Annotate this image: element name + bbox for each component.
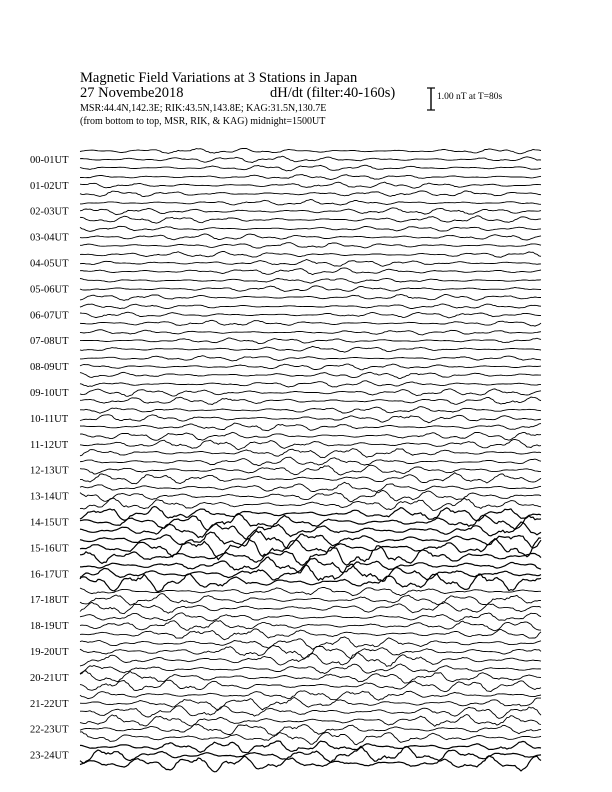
trace-rik-hour-22 <box>80 724 541 735</box>
trace-kag-hour-7 <box>80 330 541 335</box>
hour-label: 06-07UT <box>30 310 69 322</box>
trace-kag-hour-2 <box>80 200 541 206</box>
trace-rik-hour-4 <box>80 260 541 267</box>
trace-msr-hour-8 <box>80 372 541 378</box>
station-order-note: (from bottom to top, MSR, RIK, & KAG) midnight=1500UT <box>80 116 326 127</box>
trace-msr-hour-23 <box>80 756 541 772</box>
trace-msr-hour-2 <box>80 216 541 223</box>
trace-kag-hour-13 <box>80 482 541 492</box>
hour-label: 03-04UT <box>30 232 69 244</box>
trace-msr-hour-4 <box>80 268 541 275</box>
trace-kag-hour-23 <box>80 741 541 753</box>
trace-kag-hour-9 <box>80 381 541 387</box>
trace-msr-hour-20 <box>80 680 541 692</box>
hour-label: 04-05UT <box>30 258 69 270</box>
hour-label: 15-16UT <box>30 543 69 555</box>
trace-rik-hour-23 <box>80 747 541 764</box>
scale-bar-label: 1.00 nT at T=80s <box>437 92 503 102</box>
hour-label: 14-15UT <box>30 517 69 529</box>
trace-group <box>80 148 541 771</box>
trace-msr-hour-21 <box>80 706 541 719</box>
trace-msr-hour-0 <box>80 165 541 171</box>
trace-kag-hour-21 <box>80 691 541 700</box>
trace-kag-hour-0 <box>80 148 541 153</box>
trace-kag-hour-10 <box>80 407 541 414</box>
trace-msr-hour-13 <box>80 498 541 510</box>
trace-rik-hour-20 <box>80 671 541 683</box>
trace-rik-hour-10 <box>80 415 541 423</box>
trace-kag-hour-3 <box>80 226 541 231</box>
trace-msr-hour-5 <box>80 294 541 300</box>
trace-msr-hour-10 <box>80 423 541 431</box>
trace-rik-hour-18 <box>80 621 541 631</box>
trace-kag-hour-5 <box>80 278 541 283</box>
hour-label: 18-19UT <box>30 621 69 633</box>
station-coordinates: MSR:44.4N,142.3E; RIK:43.5N,143.8E; KAG:31.5N,130.7E <box>80 103 327 114</box>
trace-msr-hour-1 <box>80 191 541 197</box>
trace-kag-hour-18 <box>80 613 541 622</box>
trace-msr-hour-15 <box>80 546 541 566</box>
hour-label: 11-12UT <box>30 439 69 451</box>
trace-kag-hour-6 <box>80 304 541 309</box>
trace-kag-hour-8 <box>80 356 541 361</box>
hour-label: 07-08UT <box>30 336 69 348</box>
trace-kag-hour-14 <box>80 507 541 521</box>
trace-rik-hour-13 <box>80 490 541 501</box>
hour-label: 21-22UT <box>30 698 69 710</box>
hour-label: 05-06UT <box>30 284 69 296</box>
trace-rik-hour-9 <box>80 389 541 396</box>
hour-label: 23-24UT <box>30 750 69 762</box>
hour-label: 10-11UT <box>30 413 69 425</box>
hour-label: 01-02UT <box>30 180 69 192</box>
trace-rik-hour-2 <box>80 208 541 215</box>
hour-label: 17-18UT <box>30 595 69 607</box>
hour-label: 00-01UT <box>30 154 69 166</box>
trace-msr-hour-18 <box>80 629 541 640</box>
trace-kag-hour-4 <box>80 251 541 257</box>
trace-kag-hour-12 <box>80 457 541 465</box>
trace-rik-hour-12 <box>80 465 541 475</box>
trace-rik-hour-17 <box>80 594 541 606</box>
trace-kag-hour-20 <box>80 664 541 674</box>
trace-kag-hour-1 <box>80 175 541 180</box>
hour-label-group <box>30 155 69 762</box>
hour-label: 20-21UT <box>30 672 69 684</box>
trace-kag-hour-22 <box>80 715 541 727</box>
trace-msr-hour-17 <box>80 602 541 613</box>
trace-kag-hour-19 <box>80 637 541 649</box>
trace-msr-hour-9 <box>80 397 541 405</box>
chart-quantity: dH/dt (filter:40-160s) <box>270 85 396 101</box>
trace-msr-hour-3 <box>80 243 541 248</box>
trace-msr-hour-7 <box>80 346 541 352</box>
trace-kag-hour-17 <box>80 587 541 595</box>
trace-rik-hour-0 <box>80 156 541 162</box>
hour-label: 16-17UT <box>30 569 69 581</box>
trace-msr-hour-22 <box>80 732 541 745</box>
trace-msr-hour-19 <box>80 653 541 667</box>
hour-label: 19-20UT <box>30 647 69 658</box>
trace-rik-hour-3 <box>80 234 541 240</box>
trace-rik-hour-7 <box>80 338 541 344</box>
trace-rik-hour-11 <box>80 439 541 449</box>
scale-bar <box>427 88 435 110</box>
trace-msr-hour-11 <box>80 449 541 458</box>
trace-rik-hour-6 <box>80 312 541 318</box>
trace-rik-hour-8 <box>80 364 541 370</box>
chart-title: Magnetic Field Variations at 3 Stations in Japan <box>80 70 358 86</box>
trace-msr-hour-6 <box>80 320 541 326</box>
hour-label: 13-14UT <box>30 491 69 503</box>
trace-kag-hour-11 <box>80 432 541 440</box>
trace-rik-hour-1 <box>80 182 541 188</box>
hour-label: 02-03UT <box>30 206 69 218</box>
hour-label: 08-09UT <box>30 362 69 374</box>
trace-msr-hour-12 <box>80 473 541 484</box>
trace-rik-hour-5 <box>80 286 541 292</box>
hour-label: 22-23UT <box>30 724 69 736</box>
hour-label: 09-10UT <box>30 388 69 399</box>
chart-date: 27 Novembe2018 <box>80 85 184 101</box>
hour-label: 12-13UT <box>30 465 69 477</box>
